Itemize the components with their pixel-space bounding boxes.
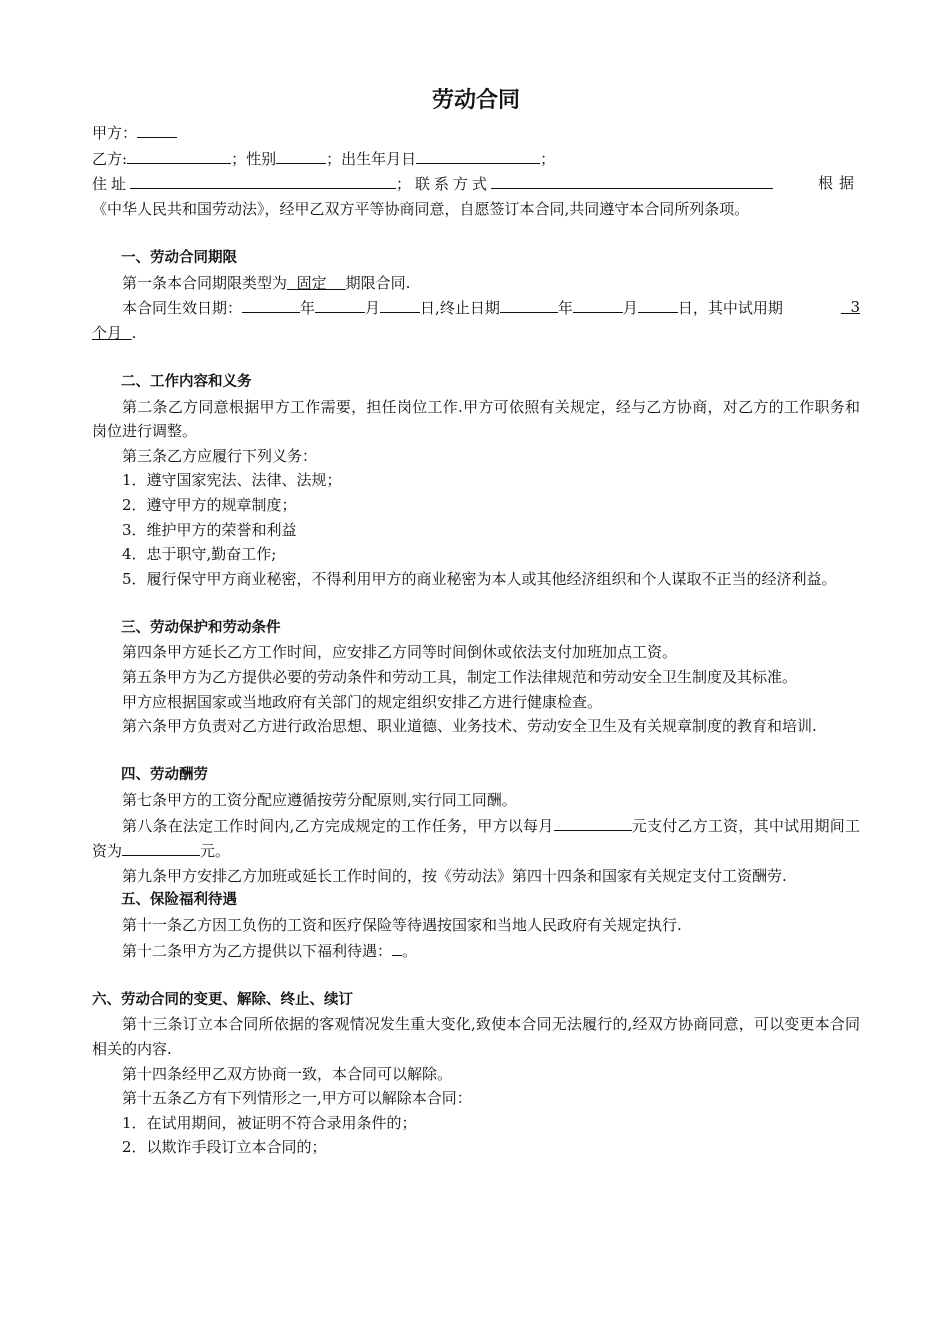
gender-blank[interactable]	[276, 146, 326, 164]
contact-label: ；联系方式	[396, 175, 492, 194]
start-month-blank[interactable]	[315, 295, 365, 313]
welfare-blank[interactable]	[392, 938, 402, 956]
end-day-blank[interactable]	[638, 295, 678, 313]
section-1-heading: 一、劳动合同期限	[121, 249, 237, 266]
month-label: 月	[365, 299, 381, 318]
probation-value-2[interactable]	[92, 324, 132, 342]
gender-label: ；性别	[231, 149, 277, 168]
article-2: 第二条乙方同意根据甲方工作需要，担任岗位工作.甲方可依照有关规定，经与乙方协商，对乙方的工作职务和岗位进行调整。	[92, 397, 860, 441]
article-8	[92, 813, 860, 864]
article-5: 第五条甲方为乙方提供必要的劳动条件和劳动工具，制定工作法律规范和劳动安全卫生制度及其标准。	[122, 668, 798, 687]
effective-date-group	[122, 295, 783, 321]
birth-blank[interactable]	[416, 146, 540, 164]
address-line	[92, 171, 860, 197]
party-b-line	[92, 146, 860, 172]
duty-item-3: 3．维护甲方的荣誉和利益	[122, 520, 297, 539]
contract-page	[92, 0, 860, 1160]
article-6: 第六条甲方负责对乙方进行政治思想、职业道德、业务技术、劳动安全卫生及有关规章制度的教育和培训.	[122, 717, 817, 736]
article-3: 第三条乙方应履行下列义务：	[122, 446, 318, 465]
party-b-name-blank[interactable]	[127, 146, 231, 164]
article-1-post: 期限合同.	[345, 273, 411, 292]
probation-label: 日，其中试用期	[677, 299, 783, 318]
party-a-line	[92, 120, 860, 146]
article-1-pre: 第一条本合同期限类型为	[122, 273, 288, 292]
preamble-text: 《中华人民共和国劳动法》，经甲乙双方平等协商同意，自愿签订本合同,共同遵守本合同所列条项。	[92, 199, 750, 218]
month-label-2: 月	[622, 299, 638, 318]
contact-blank[interactable]	[491, 171, 773, 189]
document-title: 劳动合同	[431, 88, 520, 113]
section-2-heading: 二、工作内容和义务	[121, 373, 252, 390]
term-type-value[interactable]	[287, 274, 346, 292]
article-7: 第七条甲方的工资分配应遵循按劳分配原则,实行同工同酬。	[122, 791, 517, 810]
termination-item-1: 1．在试用期间，被证明不符合录用条件的；	[122, 1113, 417, 1132]
year-label-2: 年	[557, 299, 573, 318]
effective-date-label: 本合同生效日期：	[122, 299, 243, 318]
article-12-end: 。	[402, 941, 418, 960]
probation-line-2	[92, 321, 860, 346]
party-b-label: 乙方:	[92, 149, 128, 168]
section-3-heading: 三、劳动保护和劳动条件	[121, 619, 281, 636]
termination-item-2: 2．以欺诈手段订立本合同的；	[122, 1138, 327, 1157]
address-blank[interactable]	[130, 171, 396, 189]
health-check-text: 甲方应根据国家或当地政府有关部门的规定组织安排乙方进行健康检查。	[122, 692, 603, 711]
probation-number: 3	[850, 298, 860, 317]
basis-label: 根据	[817, 174, 860, 193]
end-date-label: 日,终止日期	[420, 299, 500, 318]
article-13: 第十三条订立本合同所依据的客观情况发生重大变化,致使本合同无法履行的,经双方协商同意，可以变更本合同相关的内容.	[92, 1015, 860, 1058]
article-11: 第十一条乙方因工负伤的工资和医疗保险等待遇按国家和当地人民政府有关规定执行.	[122, 916, 682, 934]
probation-wage-blank[interactable]	[122, 838, 200, 856]
article-1	[92, 271, 860, 296]
article-8-text-b: 元支付乙方工资，其中试用期间工资为	[92, 816, 860, 861]
probation-unit: 个月	[92, 323, 123, 342]
article-8-text-a: 第八条在法定工作时间内,乙方完成规定的工作任务，甲方以每月	[122, 816, 554, 835]
duty-item-2: 2．遵守甲方的规章制度；	[122, 495, 297, 514]
monthly-wage-blank[interactable]	[554, 813, 632, 831]
year-label: 年	[300, 299, 316, 318]
article-15: 第十五条乙方有下列情形之一,甲方可以解除本合同：	[122, 1089, 472, 1108]
duty-item-5: 5．履行保守甲方商业秘密，不得利用甲方的商业秘密为本人或其他经济组织和个人谋取不正当的经济利益。	[122, 569, 837, 588]
start-year-blank[interactable]	[242, 295, 300, 313]
address-label: 住址	[92, 175, 131, 194]
probation-period: .	[131, 323, 137, 342]
party-a-blank[interactable]	[137, 120, 177, 138]
effective-date-line	[92, 295, 860, 321]
party-b-end: ；	[540, 149, 556, 168]
address-group	[92, 171, 773, 197]
birth-label: ；出生年月日	[326, 149, 417, 168]
party-a-label: 甲方：	[92, 124, 138, 142]
article-9: 第九条甲方安排乙方加班或延长工作时间的，按《劳动法》第四十四条和国家有关规定支付工资酬劳.	[122, 866, 787, 885]
section-5-heading: 五、保险福利待遇	[121, 892, 237, 909]
article-8-text-c: 元。	[200, 842, 231, 861]
article-12-text: 第十二条甲方为乙方提供以下福利待遇：	[122, 941, 393, 960]
article-12	[92, 938, 860, 964]
end-year-blank[interactable]	[500, 295, 558, 313]
start-day-blank[interactable]	[380, 295, 420, 313]
section-6-heading: 六、劳动合同的变更、解除、终止、续订	[92, 991, 353, 1008]
end-month-blank[interactable]	[573, 295, 623, 313]
duty-item-4: 4．忠于职守,勤奋工作;	[122, 545, 277, 564]
section-4-heading: 四、劳动酬劳	[121, 767, 208, 784]
term-type-text: 固定	[296, 273, 327, 292]
article-14: 第十四条经甲乙双方协商一致，本合同可以解除。	[122, 1064, 453, 1083]
probation-value-1[interactable]	[841, 295, 860, 321]
article-4: 第四条甲方延长乙方工作时间，应安排乙方同等时间倒休或依法支付加班加点工资。	[122, 643, 678, 662]
duty-item-1: 1．遵守国家宪法、法律、法规；	[122, 471, 342, 490]
